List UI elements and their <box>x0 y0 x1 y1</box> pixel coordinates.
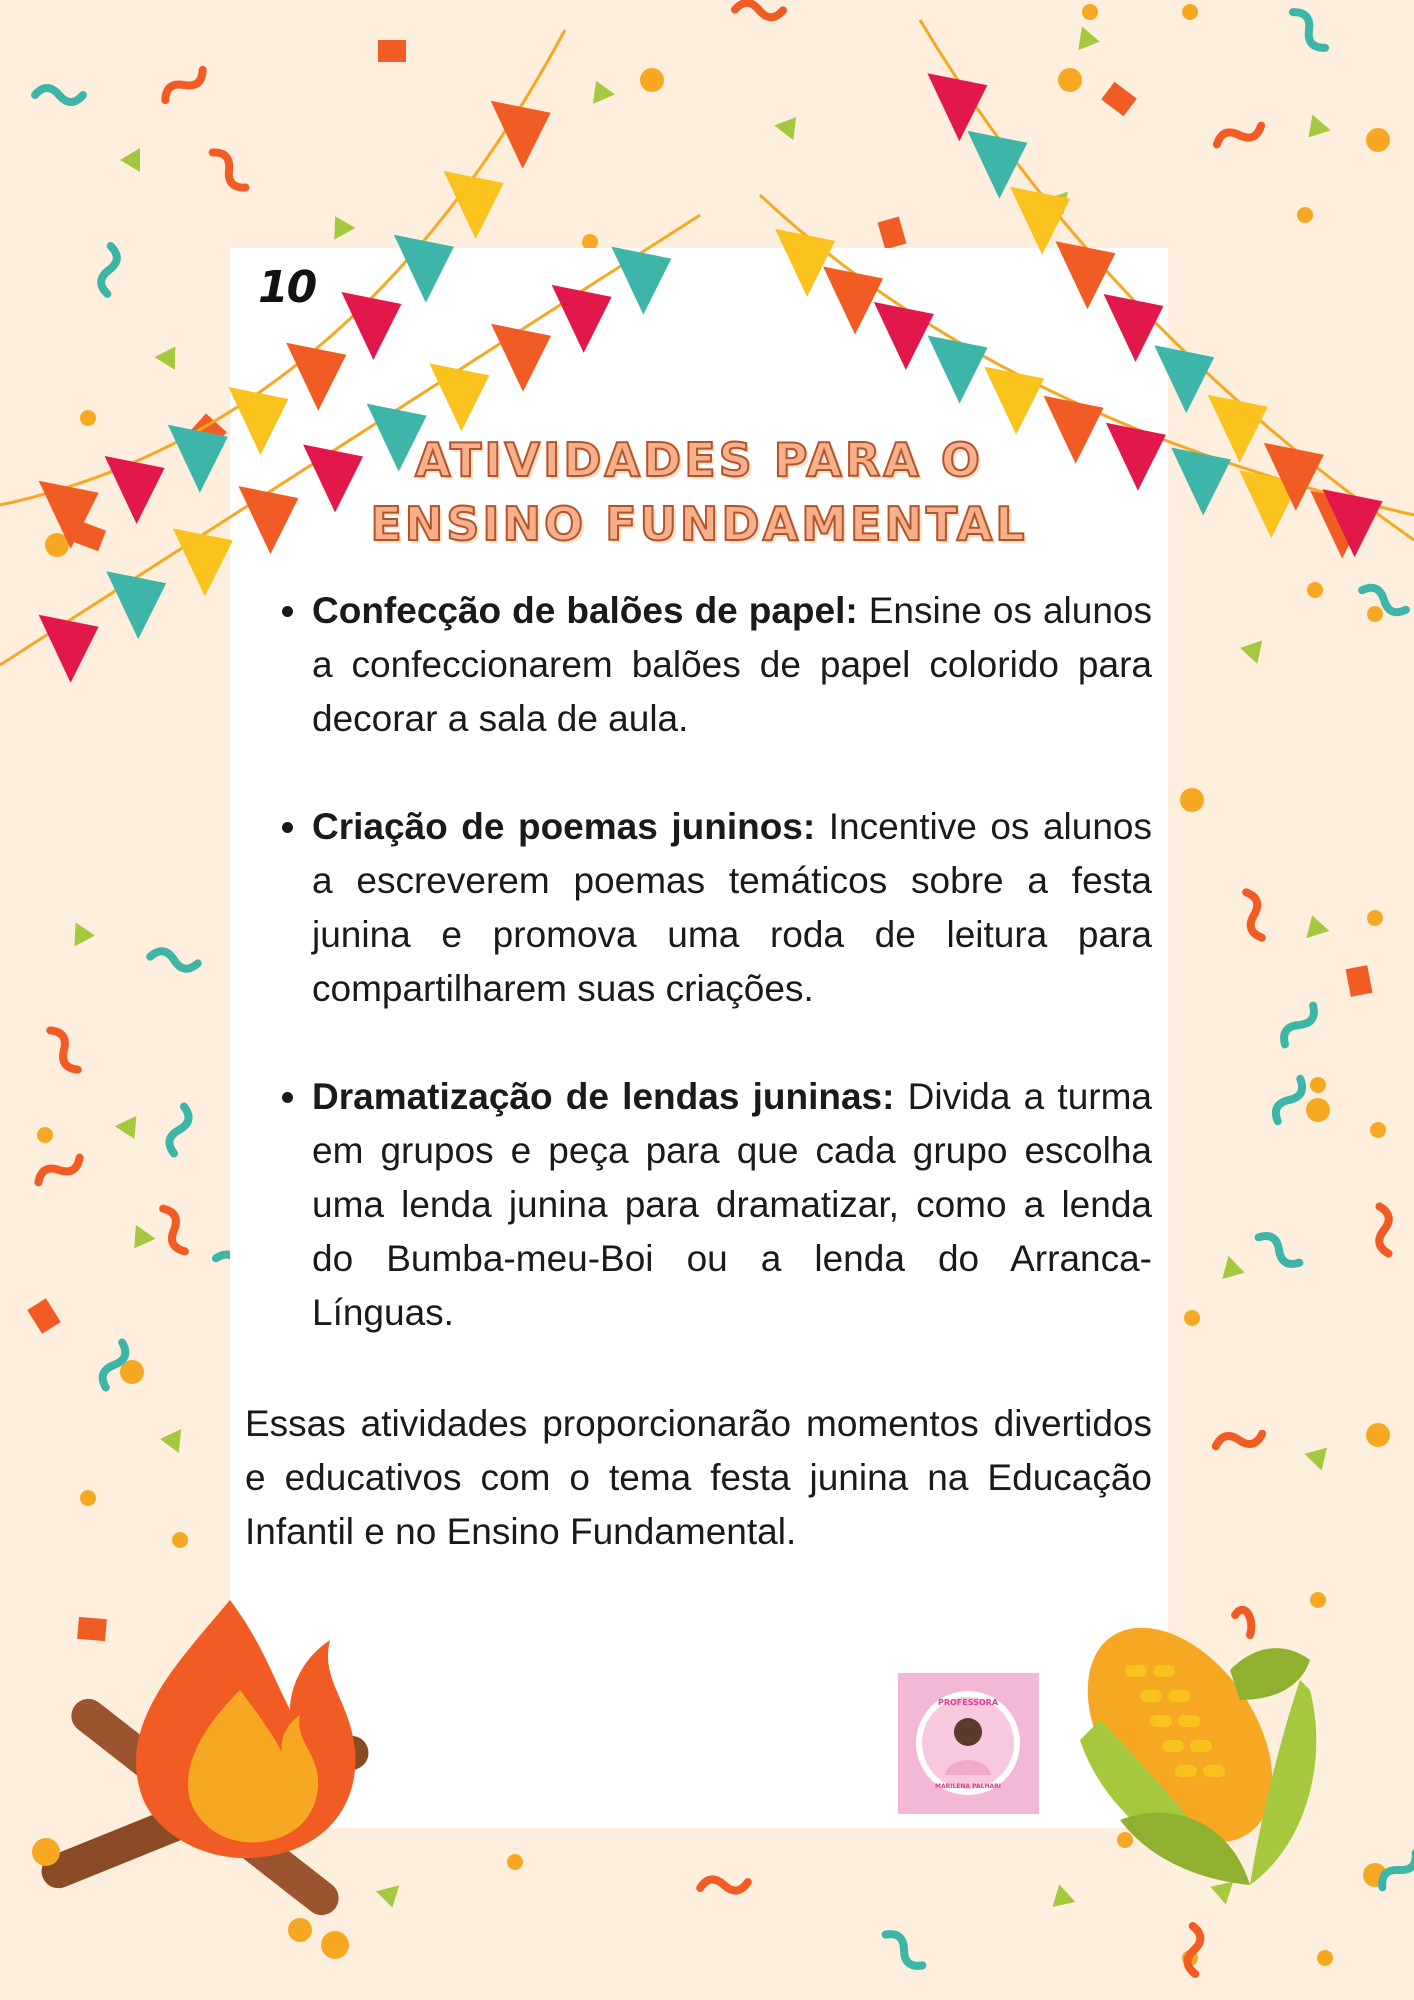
closing-paragraph: Essas atividades proporcionarão momentos divertidos e educativos com o tema festa junina na Educação Infantil e no Ensino Fundamental. <box>245 1403 1152 1552</box>
activity-text: Divida a turma em grupos e peça para que cada grupo escolha uma lenda junina para dramatizar, como a lenda do Bumba-meu-Boi ou a lenda do Arranca-Línguas. <box>312 1076 1153 1333</box>
activity-text: Incentive os alunos a escreverem poemas temáticos sobre a festa junina e promova uma roda de leitura para compartilharem suas criações. <box>312 806 1152 1009</box>
activity-title: Confecção de balões de papel: <box>312 590 858 631</box>
title-line-2: ENSINO FUNDAMENTAL <box>370 497 1028 551</box>
activity-text: Ensine os alunos a confeccionarem balões de papel colorido para decorar a sala de aula. <box>312 590 1152 739</box>
activity-title: Dramatização de lendas juninas: <box>312 1076 895 1117</box>
logo-bottom-text: MARILENA PALHARI <box>935 1783 1001 1790</box>
professor-logo <box>898 1673 1039 1814</box>
page-number: 10 <box>258 262 316 313</box>
corn-icon <box>1050 1594 1317 1885</box>
bonfire-icon <box>32 1600 374 1959</box>
activity-title: Criação de poemas juninos: <box>312 806 816 847</box>
logo-top-text: PROFESSORA <box>937 1698 999 1707</box>
title-line-1: ATIVIDADES PARA O <box>414 433 983 487</box>
